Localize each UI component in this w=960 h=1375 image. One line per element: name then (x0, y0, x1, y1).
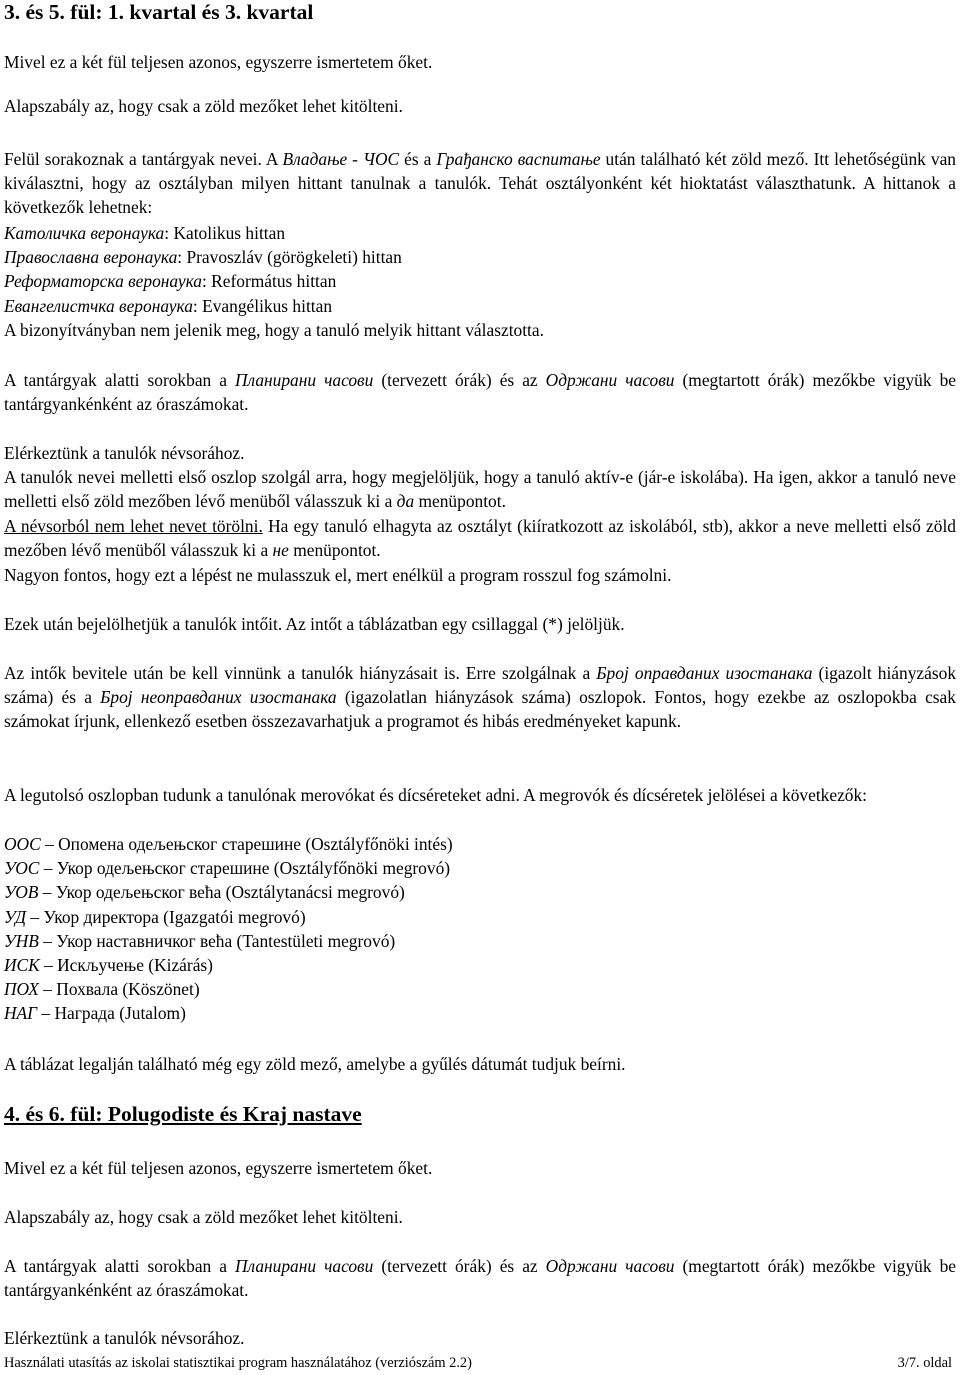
paragraph-first-column: A tanulók nevei melletti első oszlop szolgál arra, hogy megjelöljük, hogy a tanuló aktív-e (jár-e iskolába). Ha igen, akkor a tanuló neve melletti első zöld mezőben lévő menüből válasszuk ki a да menüpontot. (4, 467, 956, 512)
paragraph-subjects: Felül sorakoznak a tantárgyak nevei. A Владање - ЧОС és a Грађанско васпитање után található két zöld mező. Itt lehetőségünk van kiválasztni, hogy az osztályban milyen hittant tanulnak a tanulók. Tehát osztályonként két hioktatást választhatunk. A hittanok a következők lehetnek: (4, 149, 956, 218)
mark-item: УОС – Укор одељењског старешине (Osztályfőnöki megrovó) (4, 858, 451, 879)
paragraph-roster: Elérkeztünk a tanulók névsorához. (4, 443, 245, 463)
paragraph-absences: Az intők bevitele után be kell vinnünk a tanulók hiányzásait is. Erre szolgálnak a Број оправданих изостанака (igazolt hiányzások száma) és a Број неоправданих изостанака (igazolatlan hiányzások száma) oszlopok. Fontos, hogy ezekbe az oszlopokba csak számokat írjunk, ellenkező esetben összezavarhatjuk a programot és hibás eredményeket kapunk. (4, 663, 957, 732)
religion-item: Православна веронаука: Pravoszláv (görögkeleti) hittan (4, 247, 402, 268)
mark-item: ПОХ – Похвала (Köszönet) (4, 979, 200, 1000)
mark-item: УОВ – Укор одељењског већа (Osztálytanácsi megrovó) (4, 882, 405, 903)
paragraph-intro: Mivel ez a két fül teljesen azonos, egyszerre ismertetem őket. (4, 52, 433, 72)
footer-title: Használati utasítás az iskolai statisztikai program használatához (verziószám 2.2) (4, 1355, 472, 1371)
paragraph-last-column: A legutolsó oszlopban tudunk a tanulónak merovókat és dícséreteket adni. A megrovók és dícséretek jelölései a következők: (4, 785, 868, 805)
paragraph-rule: Alapszabály az, hogy csak a zöld mezőket lehet kitölteni. (4, 96, 403, 116)
paragraph-green-date: A táblázat legalján található még egy zöld mező, amelybe a gyűlés dátumát tudjuk beírni. (4, 1054, 626, 1074)
page-number: 3/7. oldal (897, 1355, 952, 1371)
section-title-semesters: 4. és 6. fül: Polugodiste és Kraj nastave (4, 1102, 362, 1126)
section-title-quarters: 3. és 5. fül: 1. kvartal és 3. kvartal (4, 0, 314, 24)
paragraph-warnings: Ezek után bejelölhetjük a tanulók intőit. Az intőt a táblázatban egy csillaggal (*) jelöljük. (4, 614, 625, 634)
religion-item: Реформаторска веронаука: Református hittan (4, 271, 337, 292)
mark-item: ИСК – Искључење (Kizárás) (4, 955, 213, 976)
paragraph-intro-2: Mivel ez a két fül teljesen azonos, egyszerre ismertetem őket. (4, 1158, 433, 1178)
page-footer (4, 1354, 952, 1372)
paragraph-hours: A tantárgyak alatti sorokban a Планирани часови (tervezett órák) és az Одржани часови (megtartott órák) mezőkbe vigyük be tantárgyankénként az óraszámokat. (4, 370, 957, 415)
paragraph-no-delete: A névsorból nem lehet nevet törölni. Ha egy tanuló elhagyta az osztályt (kiíratkozott az iskolából, stb), akkor a neve melletti első zöld mezőben lévő menüből válasszuk ki a не menüpontot. (4, 516, 957, 561)
mark-item: УНВ – Укор наставничког већа (Tantestületi megrovó) (4, 930, 396, 951)
religion-item: Католичка веронаука: Katolikus hittan (4, 223, 286, 243)
paragraph-hours-2: A tantárgyak alatti sorokban a Планирани часови (tervezett órák) és az Одржани часови (megtartott órák) mezőkbe vigyük be tantárgyankénként az óraszámokat. (4, 1256, 957, 1301)
certificate-note: A bizonyítványban nem jelenik meg, hogy a tanuló melyik hittant választotta. (4, 319, 544, 340)
marks-list (4, 832, 956, 1026)
mark-item: УД – Укор директора (Igazgatói megrovó) (4, 906, 306, 927)
paragraph-roster-2: Elérkeztünk a tanulók névsorához. (4, 1328, 245, 1348)
mark-item: ООС – Опомена одељењског старешине (Osztályfőnöki intés) (4, 834, 453, 854)
paragraph-important: Nagyon fontos, hogy ezt a lépést ne mulasszuk el, mert enélkül a program rosszul fog számolni. (4, 565, 672, 585)
religion-list (4, 221, 956, 342)
mark-item: НАГ – Награда (Jutalom) (4, 1003, 186, 1024)
religion-item: Евангелистчка веронаука: Evangélikus hittan (4, 295, 333, 316)
paragraph-rule-2: Alapszabály az, hogy csak a zöld mezőket lehet kitölteni. (4, 1207, 403, 1227)
